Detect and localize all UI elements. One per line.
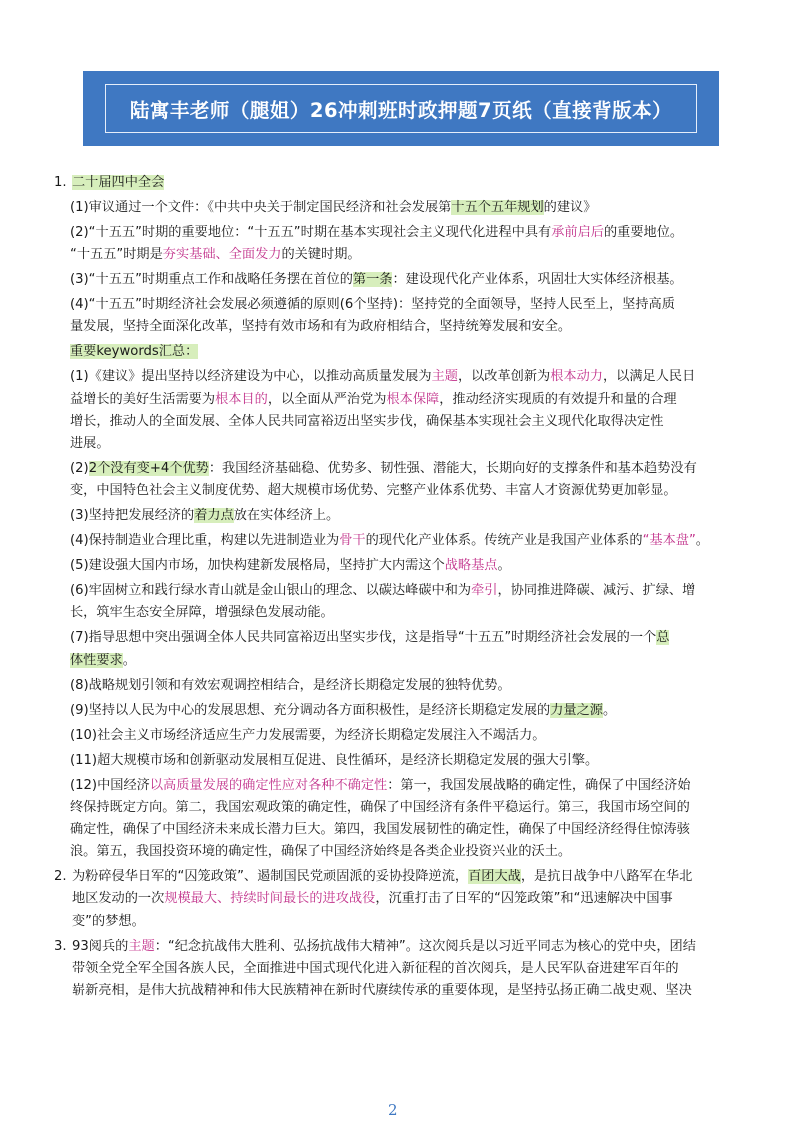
- page-number: 2: [388, 1101, 398, 1119]
- list-item: (5)建设强大国内市场，加快构建新发展格局，坚持扩大内需这个战略基点。: [70, 558, 511, 574]
- list-item: (7)指导思想中突出强调全体人民共同富裕迈出坚实步伐，这是指导“十五五”时期经济社会发展的一个总 体性要求。: [70, 630, 670, 668]
- list-item: (4)“十五五”时期经济社会发展必须遵循的原则(6个坚持)：坚持党的全面领导，坚持人民至上，坚持高质 量发展，坚持全面深化改革，坚持有效市场和有为政府相结合，坚持统筹发展和安全。: [70, 297, 675, 335]
- list-item: (2)2个没有变+4个优势：我国经济基础稳、优势多、韧性强、潜能大，长期向好的支撑条件和基本趋势没有 变，中国特色社会主义制度优势、超大规模市场优势、完整产业体系优势、丰富人才资源优势更加彰显。: [70, 461, 697, 499]
- list-item: (4)保持制造业合理比重，构建以先进制造业为骨干的现代化产业体系。传统产业是我国产业体系的“基本盘”。: [70, 533, 709, 549]
- section-3: 3. 93阅兵的主题：“纪念抗战伟大胜利、弘扬抗战伟大精神”。这次阅兵是以习近平同志为核心的党中央，团结 带领全党全军全国各族人民，全面推进中国式现代化进入新征程的首次阅兵，是人民军队奋进建军百年的 崭新亮相，是伟大抗战精神和伟大民族精神在新时代赓续传承的重要体现，是坚持弘扬正确二战史观、坚决: [0, 936, 748, 1003]
- section-1-heading: [0, 172, 748, 194]
- list-item: (10)社会主义市场经济适应生产力发展需要，为经济长期稳定发展注入不竭活力。: [70, 727, 546, 743]
- list-item: (9)坚持以人民为中心的发展思想、充分调动各方面积极性，是经济长期稳定发展的力量之源。: [70, 702, 617, 718]
- title-frame: [105, 84, 697, 133]
- list-item: (12)中国经济以高质量发展的确定性应对各种不确定性：第一，我国发展战略的确定性，确保了中国经济始 终保持既定方向。第二，我国宏观政策的确定性，确保了中国经济有条件平稳运行。第三，我国市场空间的 确定性，确保了中国经济未来成长潜力巨大。第四，我国发展韧性的确定性，确保了中国经济经得住惊涛骇 浪。第五，我国投资环境的确定性，确保了中国经济始终是各类企业投资兴业的沃土。: [70, 777, 691, 860]
- list-item: (6)牢固树立和践行绿水青山就是金山银山的理念、以碳达峰碳中和为牵引，协同推进降碳、减污、扩绿、增 长，筑牢生态安全屏障，增强绿色发展动能。: [70, 583, 696, 621]
- page-title: 陆寓丰老师（腿姐）26冲刺班时政押题7页纸（直接背版本）: [129, 98, 673, 122]
- section-number: 2.: [54, 869, 67, 885]
- list-item: (2)“十五五”时期的重要地位：“十五五”时期在基本实现社会主义现代化进程中具有承前启后的重要地位。 “十五五”时期是夯实基础、全面发力的关键时期。: [70, 225, 684, 263]
- section-number: 1.: [54, 175, 67, 190]
- list-item: (3)坚持把发展经济的着力点放在实体经济上。: [70, 508, 340, 524]
- section-2: 2. 为粉碎侵华日军的“囚笼政策”、遏制国民党顽固派的妥协投降逆流，百团大战，是抗日战争中八路军在华北 地区发动的一次规模最大、持续时间最长的进攻战役，沉重打击了日军的“囚笼政策”和“迅速解决中国事 变”的梦想。: [0, 866, 748, 933]
- section-title: 二十届四中全会: [72, 175, 165, 190]
- list-item: (1)审议通过一个文件：《中共中央关于制定国民经济和社会发展第十五个五年规划的建议》: [70, 200, 597, 215]
- list-item: (1)《建议》提出坚持以经济建设为中心，以推动高质量发展为主题，以改革创新为根本动力，以满足人民日 益增长的美好生活需要为根本目的，以全面从严治党为根本保障，推动经济实现质的有效提升和量的合理 增长，推动人的全面发展、全体人民共同富裕迈出坚实步伐，确保基本实现社会主义现代化取得决定性 进展。: [70, 369, 696, 452]
- list-item: (3)“十五五”时期重点工作和战略任务摆在首位的第一条：建设现代化产业体系，巩固壮大实体经济根基。: [70, 272, 683, 288]
- list-item: (8)战略规划引领和有效宏观调控相结合，是经济长期稳定发展的独特优势。: [70, 677, 511, 693]
- keywords-heading: 重要keywords汇总：: [70, 344, 199, 360]
- section-number: 3.: [54, 938, 67, 954]
- title-banner: [83, 71, 719, 146]
- list-item: (11)超大规模市场和创新驱动发展相互促进、良性循环，是经济长期稳定发展的强大引擎。: [70, 752, 599, 768]
- document-body: [0, 172, 800, 1005]
